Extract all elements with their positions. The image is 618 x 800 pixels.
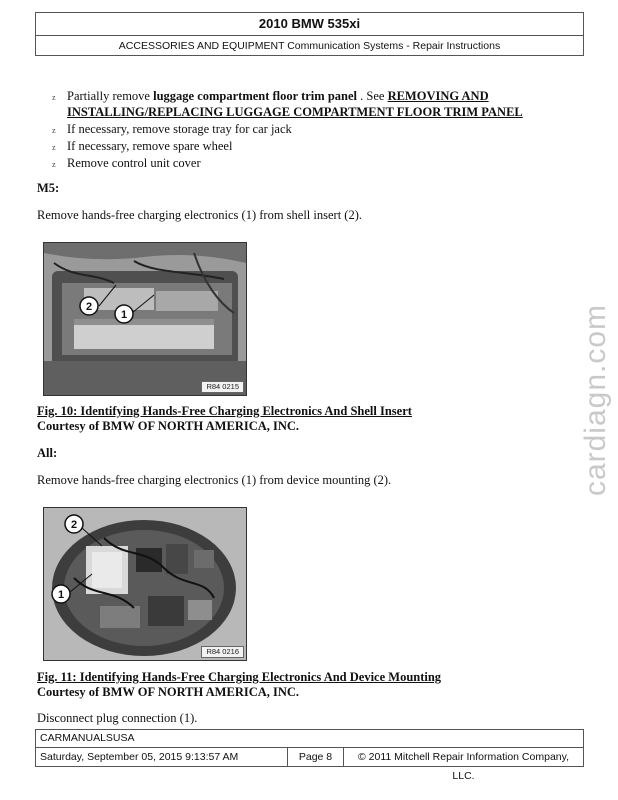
section-heading-m5: M5:: [37, 181, 60, 195]
bullet-icon: z: [52, 143, 56, 152]
watermark: [566, 300, 618, 500]
instruction-m5: Remove hands-free charging electronics (1) from shell insert (2).: [37, 208, 362, 222]
bullet-icon: z: [52, 93, 56, 102]
step-text: . See: [357, 89, 388, 103]
footer-source: CARMANUALSUSA: [36, 730, 583, 748]
figure-code: R84 0216: [201, 646, 244, 658]
document-footer: [35, 729, 584, 782]
document-title: 2010 BMW 535xi: [36, 13, 583, 36]
list-item: [52, 138, 552, 154]
list-item: [52, 155, 552, 171]
callout-1-label: 1: [57, 589, 65, 601]
figure-11-caption-block: [37, 670, 441, 700]
figure-caption: Fig. 11: Identifying Hands-Free Charging Electronics And Device Mounting: [37, 670, 442, 684]
list-item: [52, 121, 552, 137]
bullet-icon: z: [52, 160, 56, 169]
watermark-text: cardiagn.com: [579, 303, 612, 497]
callout-1-label: 1: [120, 309, 128, 321]
figure-10-caption-block: [37, 404, 412, 434]
footer-copyright: © 2011 Mitchell Repair Information Company, LLC.: [357, 751, 570, 782]
document-subtitle: ACCESSORIES AND EQUIPMENT Communication Systems - Repair Instructions: [118, 40, 501, 52]
section-heading-all: All:: [37, 446, 58, 460]
footer-info-row: [36, 748, 583, 782]
step-text: Remove control unit cover: [67, 156, 201, 170]
callout-2-label: 2: [70, 519, 78, 531]
step-bold-text: luggage compartment floor trim panel: [153, 89, 357, 103]
figure-courtesy: Courtesy of BMW OF NORTH AMERICA, INC.: [37, 685, 300, 699]
figure-10-photo: [43, 242, 247, 396]
figure-courtesy: Courtesy of BMW OF NORTH AMERICA, INC.: [37, 419, 300, 433]
figure-10-illustration: [44, 243, 246, 395]
figure-11-illustration: [44, 508, 246, 660]
step-text: If necessary, remove spare wheel: [67, 139, 233, 153]
list-item: [52, 88, 552, 120]
step-text: If necessary, remove storage tray for car jack: [67, 122, 292, 136]
instruction-all: Remove hands-free charging electronics (1) from device mounting (2).: [37, 473, 392, 487]
final-instruction: Disconnect plug connection (1).: [37, 711, 198, 725]
figure-code: R84 0215: [201, 381, 244, 393]
step-text: Partially remove: [67, 89, 154, 103]
footer-date: Saturday, September 05, 2015 9:13:57 AM: [36, 748, 288, 767]
procedure-steps: [52, 88, 552, 172]
figure-11-photo: [43, 507, 247, 661]
figure-caption: Fig. 10: Identifying Hands-Free Charging Electronics And Shell Insert: [37, 404, 412, 418]
footer-page-number: Page 8: [288, 748, 344, 767]
cross-reference-link[interactable]: REMOVING AND INSTALLING/REPLACING LUGGAGE COMPARTMENT FLOOR TRIM PANEL: [67, 89, 523, 119]
bullet-icon: z: [52, 126, 56, 135]
callout-2-label: 2: [85, 301, 93, 313]
document-header: [35, 12, 584, 56]
